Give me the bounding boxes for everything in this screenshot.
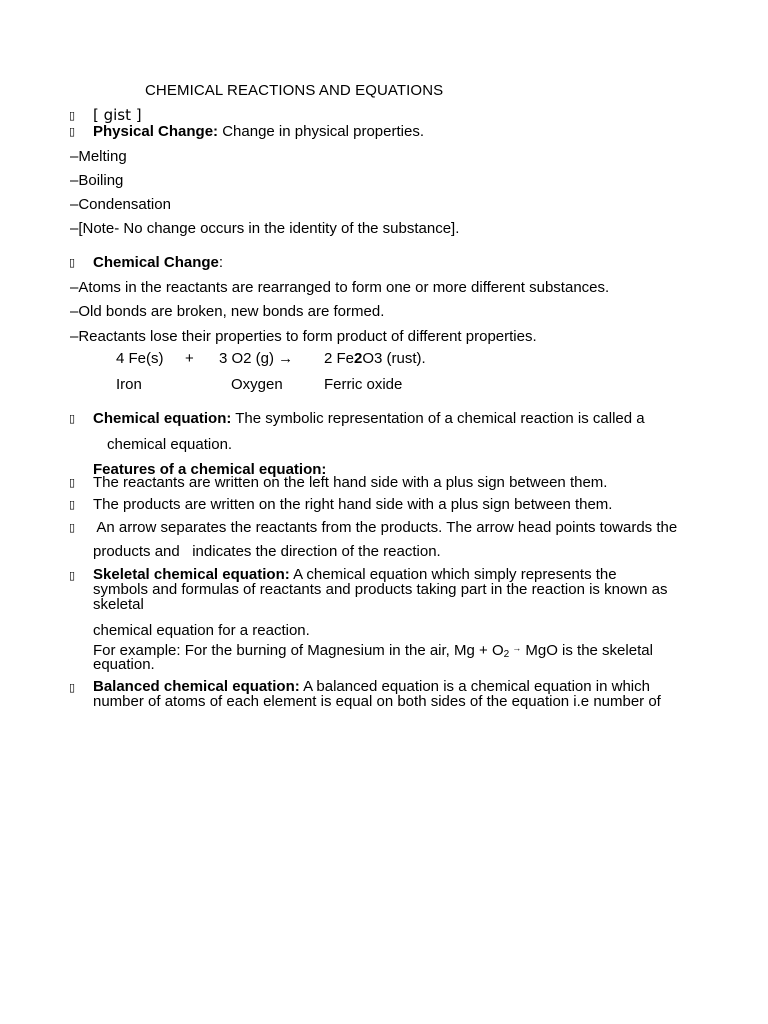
arrow-icon: → <box>512 643 522 653</box>
physical-item-1 <box>70 148 127 165</box>
dash: – <box>70 328 79 345</box>
skeletal-heading: Skeletal chemical equation: <box>93 566 290 583</box>
bullet-icon <box>69 567 75 584</box>
product-text: 2 Fe <box>324 350 355 367</box>
dash: – <box>70 172 79 189</box>
equation-name-ferric-oxide: Ferric oxide <box>324 376 403 393</box>
product-bold: 2 <box>354 350 363 367</box>
chemical-equation-text-2: chemical equation. <box>107 436 233 453</box>
skeletal-text: A chemical equation which simply represents the <box>289 566 617 583</box>
physical-item-2 <box>70 172 123 189</box>
chemical-item-1 <box>70 279 609 296</box>
balanced-text: A balanced equation is a chemical equation in which <box>299 678 650 695</box>
equation-reactant-1: 4 Fe(s) <box>116 350 164 367</box>
chemical-item-text: Old bonds are broken, new bonds are formed. <box>78 303 385 320</box>
feature-item-1: The reactants are written on the left hand side with a plus sign between them. <box>93 474 608 491</box>
skeletal-line-3: skeletal <box>93 596 144 613</box>
physical-item-text: Condensation <box>78 196 171 213</box>
skeletal-line-4: chemical equation for a reaction. <box>93 622 310 639</box>
balanced-heading: Balanced chemical equation: <box>93 678 300 695</box>
equation-reactant-2: 3 O2 (g) → <box>219 350 294 367</box>
skeletal-line-2: symbols and formulas of reactants and products taking part in the reaction is known as <box>93 581 668 598</box>
physical-item-3 <box>70 196 171 213</box>
page-title: CHEMICAL REACTIONS AND EQUATIONS <box>145 82 444 99</box>
gist-label: [ gist ] <box>93 106 142 124</box>
bullet-icon <box>69 254 75 271</box>
bullet-icon <box>69 519 75 536</box>
feature-item-2: The products are written on the right hand side with a plus sign between them. <box>93 496 613 513</box>
bullet-icon <box>69 496 75 513</box>
example-subscript: 2 <box>503 649 510 660</box>
physical-item-text: Melting <box>78 148 127 165</box>
chemical-equation-text: The symbolic representation of a chemical reaction is called a <box>231 410 645 427</box>
skeletal-example-end: equation. <box>93 656 155 673</box>
chemical-item-2 <box>70 303 384 320</box>
physical-item-4 <box>70 220 459 237</box>
balanced-line-2: number of atoms of each element is equal on both sides of the equation i.e number of <box>93 693 661 710</box>
colon: : <box>218 254 224 271</box>
product-text: O3 (rust). <box>362 350 426 367</box>
physical-change-text: Change in physical properties. <box>218 123 424 140</box>
equation-name-oxygen: Oxygen <box>231 376 283 393</box>
feature-item-3: An arrow separates the reactants from the products. The arrow head points towards the <box>93 519 678 536</box>
equation-plus: + <box>185 350 194 367</box>
bullet-icon <box>69 107 75 124</box>
physical-item-text: Boiling <box>78 172 124 189</box>
dash: – <box>70 303 79 320</box>
chemical-item-3 <box>70 328 537 345</box>
physical-change-heading: Physical Change: <box>93 123 219 140</box>
balanced-line-1 <box>93 679 650 694</box>
chemical-equation-line <box>93 410 645 427</box>
bullet-icon <box>69 123 75 140</box>
dash: – <box>70 279 79 296</box>
physical-change-line <box>93 123 424 140</box>
equation-product <box>324 350 426 367</box>
bullet-icon <box>69 474 75 491</box>
chemical-item-text: Atoms in the reactants are rearranged to form one or more different substances. <box>78 279 610 296</box>
chemical-item-text: Reactants lose their properties to form product of different properties. <box>78 328 537 345</box>
example-text: MgO is the skeletal <box>521 642 653 659</box>
chemical-equation-heading: Chemical equation: <box>93 410 232 427</box>
bullet-icon <box>69 679 75 696</box>
physical-item-text: [Note- No change occurs in the identity of the substance]. <box>78 220 460 237</box>
skeletal-example <box>93 640 653 663</box>
chemical-change-heading: Chemical Change <box>93 254 219 271</box>
features-heading-text: Features of a chemical equation: <box>93 461 327 478</box>
example-text: For example: For the burning of Magnesium in the air, Mg + O <box>93 642 504 659</box>
dash: – <box>70 148 79 165</box>
chemical-change-line <box>93 254 223 271</box>
dash: – <box>70 196 79 213</box>
bullet-icon <box>69 410 75 427</box>
equation-name-iron: Iron <box>116 376 142 393</box>
skeletal-line-1 <box>93 567 617 582</box>
feature-item-3-cont: products and indicates the direction of the reaction. <box>93 543 441 560</box>
dash: – <box>70 220 79 237</box>
